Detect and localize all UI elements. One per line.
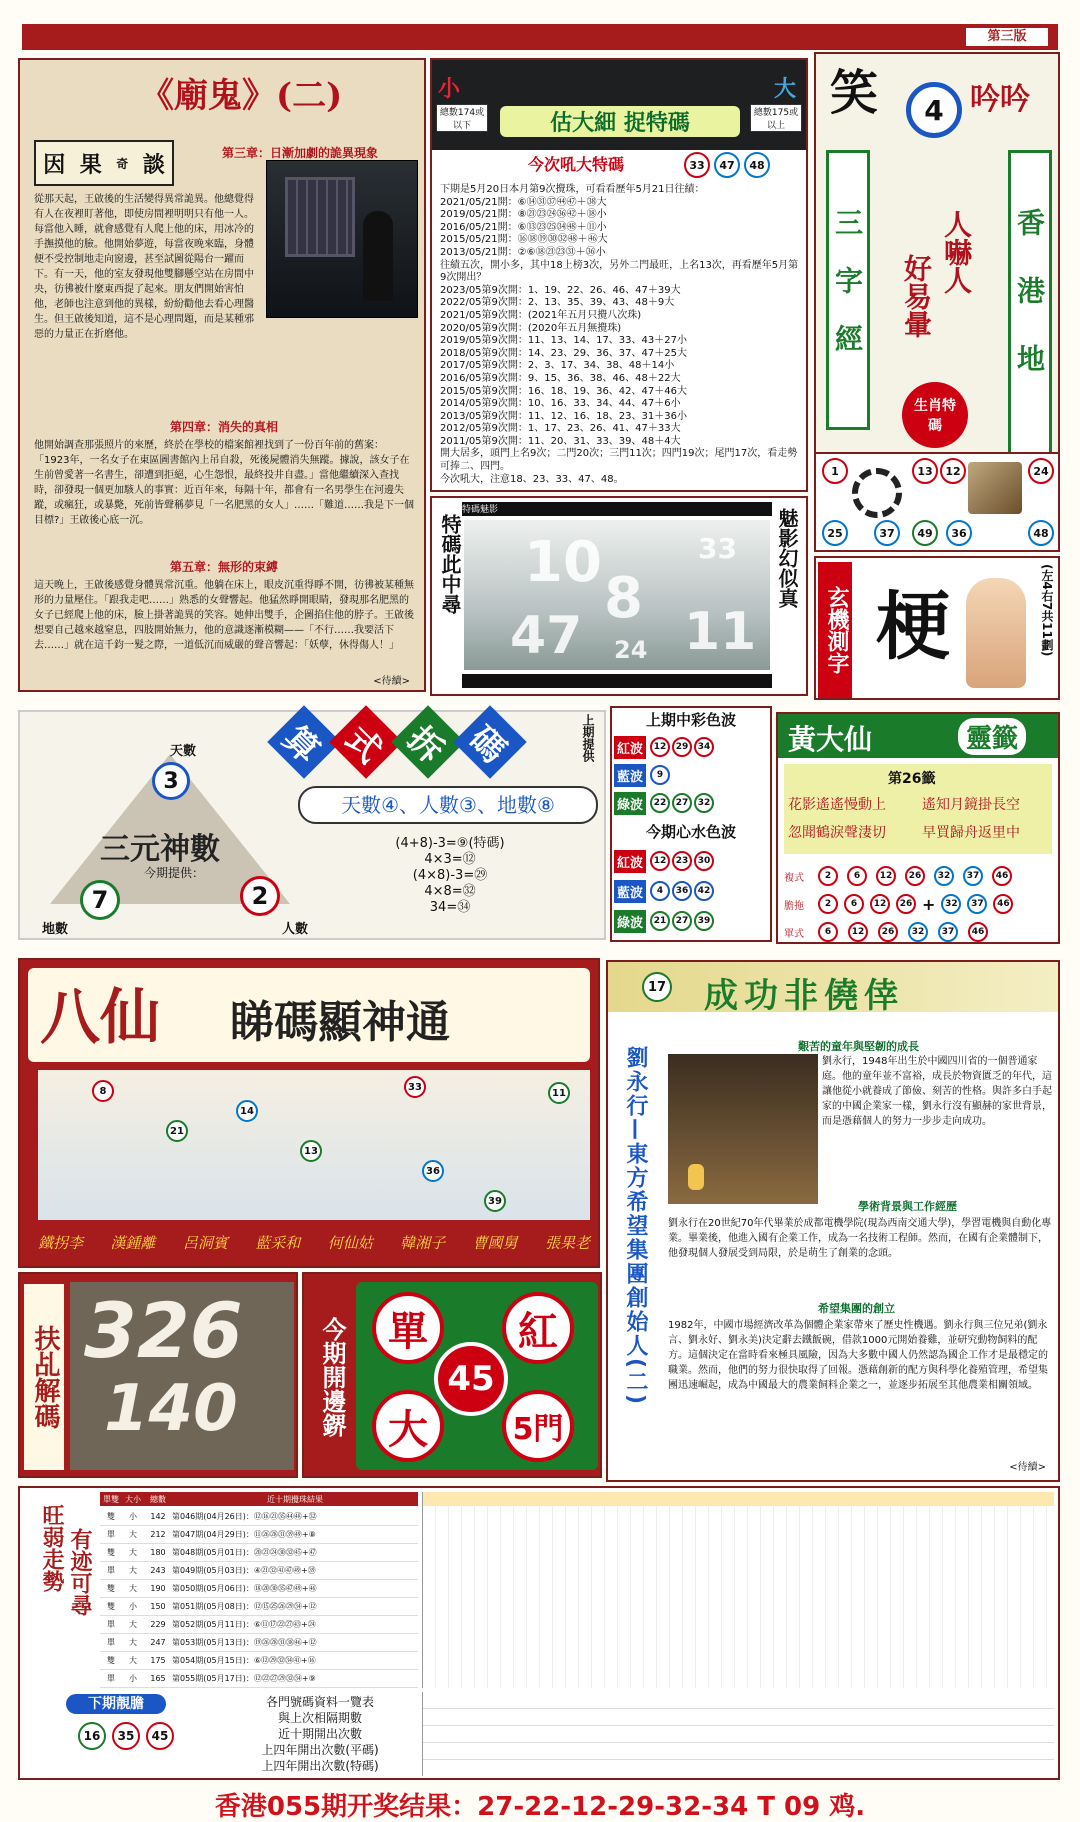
final-text: 今次吼大，注意18、23、33、47、48。	[440, 473, 624, 485]
tian-label: 天數	[170, 744, 197, 759]
col-header: 大小	[125, 1494, 141, 1504]
wave-ball: 4	[650, 881, 670, 901]
bio-p1: 劉永行，1948年出生於中國四川省的一個普通家庭。他的童年並不富裕，成長於物資匱乏的年代，這讓他從小就養成了節儉、刻苦的性格。與許多白手起家的中國企業家一樣，劉永行沒有顯赫的家世背景，而是憑藉個人的努力一步步走向成功。	[822, 1056, 1052, 1127]
big-label: 大	[773, 77, 796, 102]
foot-label: 上四年開出次數(特碼)	[261, 1759, 379, 1773]
cell-total: 212	[150, 1530, 166, 1539]
cell-draw: 第052期(05月11日)：⑥⑪⑰㉒㉗㊸+㉔	[172, 1620, 316, 1629]
left-count: 總數174或以下	[436, 104, 488, 132]
wave-ball: 12	[650, 851, 670, 871]
wave-row	[614, 908, 768, 934]
zodiac-ball: 49	[912, 520, 938, 546]
table-row	[100, 1508, 418, 1526]
cell-draw: 第046期(04月26日)：⑫⑯㉑㉟㊹㊽+㉜	[172, 1512, 317, 1521]
next-ball: 16	[78, 1722, 106, 1750]
bet-ball: 37	[967, 894, 987, 914]
dot-grid	[422, 1492, 1054, 1688]
table-row	[100, 1526, 418, 1544]
next-label: 下期靚膽	[66, 1694, 166, 1714]
table-header	[100, 1492, 418, 1506]
hk-place: 香港地	[1008, 150, 1052, 460]
bio-photo	[668, 1054, 818, 1204]
cell-odd-even: 雙	[107, 1548, 115, 1557]
list-line: 2023/05第9次開：1、19、22、26、46、47＋39大	[440, 284, 681, 296]
wave-label: 紅波	[614, 850, 646, 873]
history-line: 2013/05/21開：②⑥⑱㉑㉓㉛＋㊱小	[440, 246, 606, 258]
bet-ball: 6	[818, 922, 838, 942]
bio-s1: 艱苦的童年與堅韌的成長	[798, 1040, 919, 1053]
wave-row	[614, 790, 768, 816]
puzzle-line: 326	[84, 1286, 243, 1375]
wave-ball: 9	[650, 765, 670, 785]
cell-draw: 第051期(05月08日)：⑫⑮㉕㉖㉙㉞+⑫	[172, 1602, 317, 1611]
chapter-4-heading: 第四章：消失的真相	[169, 420, 278, 434]
landscape-side: 特碼此中尋	[438, 514, 462, 614]
table-row	[100, 1544, 418, 1562]
list-line: 2011/05第9次開：11、20、31、33、39、48＋4大	[440, 435, 681, 447]
lucky-ball: 48	[744, 152, 770, 178]
list-line: 2021/05第9次開：(2021年五月只攪八次珠)	[440, 309, 642, 321]
small-label: 小	[438, 77, 461, 102]
landscape-band-bottom	[462, 674, 772, 688]
wave-label: 藍波	[614, 764, 646, 787]
wong-title2: 靈籤	[958, 718, 1026, 755]
intro-text: 下期是5月20日本月第9次攪珠，可看看歷年5月21日往績：	[440, 184, 705, 195]
wave-label: 綠波	[614, 792, 646, 815]
bet-ball: 46	[993, 894, 1013, 914]
calc-title-char: 式	[329, 705, 403, 779]
puzzle-board	[70, 1282, 294, 1470]
calc-side: 上期提供	[581, 714, 595, 762]
top-bar	[22, 24, 1058, 50]
laugh-title2: 吟吟	[970, 82, 1030, 117]
band-text: 特碼魅影	[462, 505, 499, 515]
cell-draw: 第049期(05月03日)：④㉑㉜㊶㊼㊾+㊴	[172, 1566, 316, 1575]
biography-panel	[606, 960, 1060, 1482]
immortal-name: 曹國舅	[472, 1234, 518, 1252]
wong-line: 遙知月鏡掛長空	[922, 797, 1020, 813]
wong-title: 黃大仙	[788, 723, 873, 756]
next-ball: 35	[112, 1722, 140, 1750]
bio-title: 成功非僥倖	[704, 976, 904, 1016]
puzzle-line: 140	[104, 1372, 238, 1446]
cell-size: 大	[129, 1638, 137, 1647]
immortal-ball: 8	[92, 1080, 114, 1102]
col-header: 單雙	[103, 1494, 119, 1504]
landscape-number: 47	[510, 606, 583, 666]
list-line: 2017/05第9次開：2、3、17、34、38、48＋14小	[440, 360, 675, 372]
edge-panel	[302, 1272, 602, 1478]
cell-size: 小	[129, 1674, 137, 1683]
foot-label: 上四年開出次數(平碼)	[261, 1743, 379, 1757]
trend-table-panel	[18, 1486, 1060, 1780]
trend-side-1: 旺弱走勢	[39, 1504, 64, 1592]
cell-odd-even: 雙	[107, 1584, 115, 1593]
table-rows	[100, 1508, 418, 1688]
bet-ball: 37	[963, 866, 983, 886]
bet-ball: 32	[934, 866, 954, 886]
list-line: 2020/05第9次開：(2020年五月無攪珠)	[440, 322, 622, 334]
cell-odd-even: 單	[107, 1674, 115, 1683]
wave-ball: 23	[672, 851, 692, 871]
cell-odd-even: 雙	[107, 1656, 115, 1665]
word-hand	[966, 578, 1026, 688]
immortals-art	[38, 1070, 590, 1220]
col-header: 總數	[150, 1494, 166, 1504]
landscape-band-top	[462, 502, 772, 516]
landscape-number: 33	[698, 532, 737, 565]
cell-total: 180	[150, 1548, 166, 1557]
wave-label: 紅波	[614, 736, 646, 759]
wave-ball: 21	[650, 911, 670, 931]
foot-label: 與上次相隔期數	[277, 1711, 362, 1725]
sanyuan-name: 三元神數	[100, 832, 220, 867]
cell-size: 大	[129, 1548, 137, 1557]
plus-sign: +	[922, 894, 936, 914]
equations	[360, 836, 540, 916]
bio-continued: <待續>	[1009, 1462, 1046, 1473]
wong-tai-sin-panel	[776, 712, 1060, 944]
list-line: 2013/05第9次開：11、12、16、18、23、31＋36小	[440, 410, 687, 422]
cause-badge	[34, 140, 174, 186]
history-line: 2019/05/21開：⑧㉑㉓㉔㊱㊷＋⑱小	[440, 209, 607, 221]
table-row	[100, 1580, 418, 1598]
lucky-ball: 33	[684, 152, 710, 178]
dice-panel	[430, 58, 808, 492]
zodiac-ball: 25	[822, 520, 848, 546]
phrase-2: 好易暈	[900, 254, 933, 338]
landscape-panel	[430, 496, 808, 696]
cell-size: 大	[129, 1656, 137, 1665]
cell-total: 175	[150, 1656, 166, 1665]
tian-ball: 3	[152, 762, 190, 800]
lucky-ball: 47	[714, 152, 740, 178]
result-footer: 香港055期开奖结果：27-22-12-29-32-34 T 09 鸡.	[214, 1792, 866, 1822]
landscape-number: 8	[604, 566, 643, 631]
wave-ball: 22	[650, 793, 670, 813]
ghost-story-panel	[18, 58, 426, 692]
bet-label: 膽拖	[784, 900, 804, 912]
cell-total: 150	[150, 1602, 166, 1611]
cell-draw: 第048期(05月01日)：⑳㉑㉔㉚㉜㊺+㊼	[172, 1548, 317, 1557]
cell-odd-even: 單	[107, 1638, 115, 1647]
zodiac-ball: 1	[822, 458, 848, 484]
table-row	[100, 1562, 418, 1580]
bio-number: 17	[642, 972, 672, 1002]
immortal-ball: 14	[236, 1100, 258, 1122]
laugh-panel	[814, 52, 1060, 460]
bet-ball: 46	[992, 866, 1012, 886]
foot-label: 近十期開出次數	[277, 1727, 362, 1741]
word-note: (左4右7共11劃)	[1040, 564, 1054, 657]
cell-size: 小	[129, 1602, 137, 1611]
history-note: 往績五次，開小多，其中18上榜3次，另外二門最旺，上名13次，再看歷年5月第9次開出？	[440, 259, 799, 284]
bio-side: 劉永行—東方希望集團創始人(二)	[623, 1046, 648, 1407]
laugh-number: 4	[906, 82, 962, 138]
immortal-name: 韓湘子	[400, 1234, 446, 1252]
calc-panel	[18, 710, 606, 940]
dice-body	[440, 184, 800, 486]
immortal-names	[38, 1232, 590, 1253]
wave-ball: 27	[672, 911, 692, 931]
edge-center: 45	[434, 1342, 508, 1416]
footer-labels	[220, 1694, 420, 1774]
wave-label: 綠波	[614, 910, 646, 933]
wong-lot: 第26籤	[888, 771, 936, 787]
trend-side-2: 有迹可尋	[67, 1528, 92, 1616]
laugh-title: 笑	[830, 65, 879, 121]
immortal-ball: 36	[422, 1160, 444, 1182]
cell-draw: 第050期(05月06日)：⑱⑳㉚㉟㊼㊾+㊻	[172, 1584, 317, 1593]
immortal-name: 藍采和	[255, 1234, 301, 1252]
zodiac-ball: 36	[946, 520, 972, 546]
calc-title-char: 拆	[391, 705, 465, 779]
horse-icon	[968, 462, 1022, 514]
list-line: 2014/05第9次開：10、16、33、34、44、47＋6小	[440, 398, 681, 410]
zodiac-badge: 生肖特碼	[902, 382, 968, 448]
immortal-name: 呂洞賓	[182, 1234, 228, 1252]
immortal-name: 何仙姑	[327, 1234, 373, 1252]
equation: (4×8)-3=㉙	[412, 868, 488, 883]
word-side: 玄機測字	[818, 562, 852, 698]
landscape-right: 魅影幻似真	[775, 508, 799, 608]
eight-title: 八仙	[40, 983, 160, 1053]
bet-ball: 12	[848, 922, 868, 942]
bet-ball: 46	[968, 922, 988, 942]
cell-odd-even: 雙	[107, 1512, 115, 1521]
list-line: 2018/05第9次開：14、23、29、36、37、47＋25大	[440, 347, 687, 359]
wave-ball: 34	[694, 737, 714, 757]
edge-side: 今期開邊鎅	[318, 1317, 346, 1437]
zodiac-ball: 12	[940, 458, 966, 484]
history-line: 2015/05/21開：⑯⑱⑲㉚㉜㊽＋㊻大	[440, 234, 608, 246]
immortal-ball: 39	[484, 1190, 506, 1212]
bet-row	[784, 922, 1052, 942]
bet-ball: 32	[941, 894, 961, 914]
list-line: 2012/05第9次開：1、17、23、26、41、47＋33大	[440, 423, 681, 435]
ren-label: 人數	[282, 922, 309, 937]
wave-ball: 42	[694, 881, 714, 901]
bio-s2: 學術背景與工作經歷	[858, 1200, 957, 1213]
bet-row	[784, 894, 1052, 914]
cell-draw: 第055期(05月17日)：⑫㉒㉗㉙㉜㉞+⑨	[172, 1674, 316, 1683]
now-wave-heading: 今期心水色波	[645, 823, 736, 841]
landscape-number: 24	[614, 636, 648, 664]
badge-char: 因	[43, 152, 66, 178]
history-line: 2021/05/21開：⑥⑭㉛㊲㊹㊼＋㊳大	[440, 196, 607, 208]
immortal-ball: 21	[166, 1120, 188, 1142]
ghost-continued: <待續>	[373, 676, 410, 687]
bet-label: 複式	[784, 872, 804, 884]
wave-ball: 29	[672, 737, 692, 757]
eight-title2: 睇碼顯神通	[230, 997, 450, 1048]
cell-draw: 第054期(05月15日)：⑥⑫㉙㉜㉞㊶+⑯	[172, 1656, 316, 1665]
puzzle-side: 扶乩解碼	[24, 1284, 64, 1470]
immortal-ball: 13	[300, 1140, 322, 1162]
cell-odd-even: 單	[107, 1566, 115, 1575]
wave-ball: 30	[694, 851, 714, 871]
cell-total: 229	[150, 1620, 166, 1629]
col-header: 近十期攪珠結果	[267, 1494, 323, 1504]
badge-char: 奇	[116, 156, 129, 171]
snake-icon	[852, 468, 902, 518]
edge-big: 大	[372, 1390, 444, 1462]
calc-title-char: 算	[267, 705, 341, 779]
immortal-name: 漢鍾離	[110, 1234, 156, 1252]
bet-ball: 6	[847, 866, 867, 886]
bet-ball: 12	[876, 866, 896, 886]
equation: (4+8)-3=⑨(特碼)	[395, 836, 505, 851]
chapter-5-heading: 第五章：無形的束縛	[169, 560, 278, 574]
table-row	[100, 1634, 418, 1652]
bio-s3: 希望集團的創立	[818, 1302, 895, 1315]
bet-ball: 6	[844, 894, 864, 914]
di-ball: 7	[80, 880, 120, 920]
landscape-art	[464, 520, 770, 670]
cell-size: 大	[129, 1584, 137, 1593]
bet-ball: 26	[905, 866, 925, 886]
dice-title: 估大細 捉特碼	[500, 106, 740, 137]
wave-ball: 36	[672, 881, 692, 901]
history-line: 2016/05/21開：⑥⑬㉓㉕㉞㊽＋⑪小	[440, 221, 607, 233]
wave-ball: 12	[650, 737, 670, 757]
wong-line: 早買歸舟返里中	[922, 825, 1020, 841]
immortal-name: 鐵拐李	[38, 1234, 84, 1252]
badge-char: 談	[142, 152, 165, 178]
wave-row	[614, 848, 768, 874]
puzzle-panel	[18, 1272, 298, 1478]
landscape-number: 10	[524, 530, 602, 595]
bet-ball: 26	[896, 894, 916, 914]
list-line: 2019/05第9次開：11、13、14、17、33、43＋27小	[440, 335, 687, 347]
provide-label: 今期提供：	[144, 866, 205, 880]
next-ball: 45	[146, 1722, 174, 1750]
cell-size: 大	[129, 1530, 137, 1539]
chapter-5-text: 這天晚上，王啟後感覺身體異常沉重。他躺在床上，眼皮沉重得睜不開，彷彿被某種無形的力量壓住。「跟我走吧……」熟悉的女聲響起。他猛然睜開眼睛，發現那名肥黑的女子已經爬上他的床，臉上掛著詭異的笑容。她伸出雙手，企圖掐住他的脖子。王啟後想要自己越來越窒息，四肢開始無力，他的意識逐漸模糊——「不行……我要活下去……」就在這千鈞一髮之際，一道低沉而威嚴的聲音響起：「妖孽，休得傷人！」	[34, 580, 414, 651]
zodiac-ball: 37	[874, 520, 900, 546]
cell-draw: 第047期(04月29日)：⑪㉖㉘㉛㊴㊾+⑧	[172, 1530, 316, 1539]
bet-ball: 32	[908, 922, 928, 942]
colorwave-panel	[610, 706, 772, 942]
foot-label: 各門號碼資料一覽表	[265, 1695, 374, 1709]
wave-ball: 39	[694, 911, 714, 931]
bet-row	[784, 866, 1052, 886]
table-row	[100, 1598, 418, 1616]
cell-total: 243	[150, 1566, 166, 1575]
eight-immortals-panel	[18, 958, 600, 1268]
equation: 34=㉞	[429, 900, 471, 915]
bet-ball: 2	[818, 894, 838, 914]
immortal-ball: 11	[548, 1082, 570, 1104]
three-char-classic: 三字經	[826, 150, 870, 430]
phrase-1: 人嚇人	[940, 210, 973, 294]
ghost-illustration	[266, 160, 418, 318]
ghost-title: 《廟鬼》(二)	[140, 76, 343, 116]
bet-label: 單式	[784, 928, 804, 940]
table-row	[100, 1670, 418, 1688]
bet-ball: 26	[878, 922, 898, 942]
formula: 天數④、人數③、地數⑧	[298, 786, 598, 824]
landscape-number: 11	[684, 602, 757, 662]
ren-ball: 2	[240, 876, 280, 916]
zodiac-ball: 13	[912, 458, 938, 484]
zodiac-ball: 24	[1028, 458, 1054, 484]
cell-size: 小	[129, 1512, 137, 1521]
wong-line: 花影遙遙慢動上	[788, 797, 886, 813]
zodiac-balls-panel	[814, 452, 1060, 552]
right-count: 總數175或以上	[750, 104, 802, 132]
cell-total: 165	[150, 1674, 166, 1683]
bet-ball: 2	[818, 866, 838, 886]
wave-ball: 27	[672, 793, 692, 813]
dot-row	[423, 1492, 1054, 1506]
chapter-3-heading: 第三章：日漸加劇的詭異現象	[221, 146, 378, 160]
bio-p3: 1982年，中國市場經濟改革為個體企業家帶來了歷史性機遇。劉永行與三位兄弟(劉永言、劉永好、劉永美)決定辭去鐵飯碗，借款1000元開始養雞，並研究動物飼料的配方。這個決定在當時看來極具風險，因為大多數中國人仍然認為國企工作才是最穩定的職業。然而，他們的努力很快取得了回報。憑藉創新的配方與科學化養殖管理，希望集團迅速崛起，成為中國最大的農業飼料企業之一，並逐步拓展至其他農業相關領域。	[668, 1320, 1048, 1391]
list-line: 2016/05第9次開：9、15、36、38、46、48＋22大	[440, 372, 681, 384]
bio-p2: 劉永行在20世紀70年代畢業於成都電機學院(現為西南交通大學)，學習電機與自動化專業。畢業後，他進入國有企業工作，成為一名技術工程師。然而，在國有企業體制下，他發現個人發展受到局限，於是萌生了創業的念頭。	[668, 1218, 1052, 1259]
equation: 4×8=㉜	[424, 884, 476, 899]
list-line: 2015/05第9次開：16、18、19、36、42、47＋46大	[440, 385, 687, 397]
cell-odd-even: 單	[107, 1530, 115, 1539]
wave-row	[614, 762, 768, 788]
cell-odd-even: 雙	[107, 1602, 115, 1611]
table-row	[100, 1652, 418, 1670]
cell-total: 142	[150, 1512, 166, 1521]
immortal-name: 張果老	[544, 1234, 590, 1252]
cell-draw: 第053期(05月13日)：⑲㉖㉘㉛㊳㊻+⑫	[172, 1638, 317, 1647]
last-wave-heading: 上期中彩色波	[645, 711, 736, 729]
cell-size: 大	[129, 1566, 137, 1575]
bet-ball: 12	[870, 894, 890, 914]
immortal-ball: 33	[404, 1076, 426, 1098]
summary-text: 開大居多，頭門上名9次；二門20次；三門11次；四門19次；尾門17次，看走勢可捧二、四門。	[440, 448, 798, 473]
chapter-3-text: 從那天起，王啟後的生活變得異常詭異。他總覺得有人在夜裡盯著他，即使房間裡明明只有他一人。每當他入睡，就會感覺有人爬上他的床，用冰冷的手撫摸他的臉。他開始夢遊，每當夜晚來臨，身體便不受控制地走向窗邊，甚至試圖從陽台一躍而下。有一天，他的室友發現他雙腳懸空站在房間中央，彷彿被什麼東西提了起來。朋友們開始害怕他，老師也注意到他的異樣，紛紛勸他去看心理醫生。但王啟後知道，這不是心理問題，而是某種邪惡的力量正在折磨他。	[34, 194, 254, 340]
word-char: 梗	[876, 584, 950, 670]
table-row	[100, 1616, 418, 1634]
wong-line: 忽聞鶴淚聲淒切	[788, 825, 886, 841]
list-line: 2022/05第9次開：2、13、35、39、43、48＋9大	[440, 297, 675, 309]
zodiac-ball: 48	[1028, 520, 1054, 546]
chapter-4-text: 他開始調查那張照片的來歷，終於在學校的檔案館裡找到了一份百年前的舊案：「1923年，一名女子在東區圖書館內上吊自殺，死後屍體消失無蹤。據說，該女子在生前曾愛著一名書生，卻遭到拒絕，心生怨恨，最終投井自盡。」當他繼續深入查找時，卻發現一個更加駭人的事實：近百年來，每隔十年，都會有一名男學生在河邊失蹤，或瘋狂，或暴斃，死前皆聲稱夢見「一名肥黑的女人」……「難道……我是下一個目標?」王啟後心底一沉。	[34, 440, 414, 526]
word-test-panel	[814, 556, 1060, 700]
calc-title	[275, 716, 516, 771]
calc-title-char: 碼	[453, 705, 527, 779]
wave-row	[614, 734, 768, 760]
cell-total: 190	[150, 1584, 166, 1593]
edge-door: 5門	[502, 1390, 574, 1462]
stats-grid	[422, 1692, 1054, 1776]
wave-row	[614, 878, 768, 904]
cell-total: 247	[150, 1638, 166, 1647]
cell-odd-even: 單	[107, 1620, 115, 1629]
wave-ball: 32	[694, 793, 714, 813]
dice-subtitle: 今次吼大特碼	[528, 155, 625, 174]
edge-single: 單	[372, 1292, 444, 1364]
equation: 4×3=⑫	[424, 852, 476, 867]
page-tag: 第三版	[964, 26, 1050, 48]
cell-size: 大	[129, 1620, 137, 1629]
edge-red: 紅	[502, 1292, 574, 1364]
bet-ball: 37	[938, 922, 958, 942]
badge-char: 果	[79, 152, 102, 178]
di-label: 地數	[42, 922, 69, 937]
wave-label: 藍波	[614, 880, 646, 903]
